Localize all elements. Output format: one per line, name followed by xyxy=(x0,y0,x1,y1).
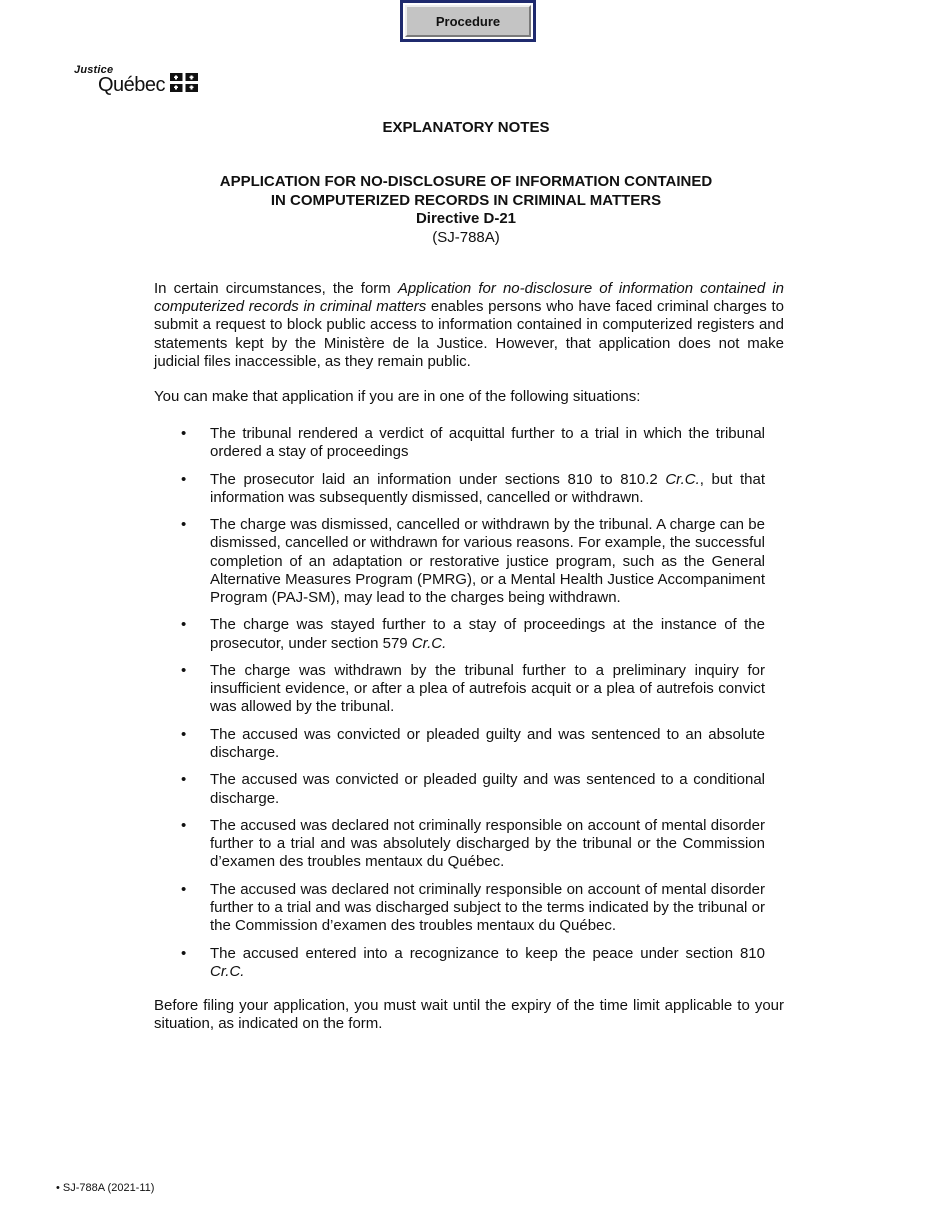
list-item xyxy=(154,662,765,717)
list-item-text: The charge was stayed further to a stay of proceedings at the instance of the prosecutor, under section 579 xyxy=(210,616,765,652)
list-item-citation: Cr.C. xyxy=(665,470,700,488)
bullet-icon: • xyxy=(181,516,187,534)
section-heading: EXPLANATORY NOTES xyxy=(382,119,550,136)
bullet-icon: • xyxy=(181,816,187,834)
list-item xyxy=(154,425,765,461)
intro-paragraph xyxy=(154,280,784,371)
list-item-text: The accused was convicted or pleaded guilty and was sentenced to a conditional discharge. xyxy=(210,771,765,807)
list-item-tail: , but that information was subsequently dismissed, cancelled or withdrawn. xyxy=(210,470,766,506)
title-line-1: APPLICATION FOR NO-DISCLOSURE OF INFORMATION CONTAINED xyxy=(219,173,713,190)
closing-paragraph xyxy=(154,997,784,1033)
directive-label: Directive D-21 xyxy=(415,210,517,227)
list-item xyxy=(154,945,765,981)
list-item-text: The charge was dismissed, cancelled or withdrawn by the tribunal. A charge can be dismissed, cancelled or withdrawn for various reasons. For example, the successful completion of an adaptation or restorative justice program, such as the General Alternative Measures Program (PMRG), or a Mental Health Justice Accompaniment Program (PAJ-SM), may lead to the charges being withdrawn. xyxy=(210,516,765,606)
list-item-text: The charge was withdrawn by the tribunal further to a preliminary inquiry for insufficient evidence, or after a plea of autrefois acquit or a plea of autrefois convict was allowed by the tribunal. xyxy=(210,661,765,716)
situations-list xyxy=(154,425,765,990)
bullet-icon: • xyxy=(181,771,187,789)
situations-lead xyxy=(154,388,784,406)
list-item-text: The accused was declared not criminally responsible on account of mental disorder further to a trial and was absolutely discharged by the tribunal or the Commission d’examen des troubles mentaux du Québec. xyxy=(210,816,765,871)
logo-justice-text: Justice xyxy=(74,64,114,76)
footer-form-id: • SJ-788A (2021-11) xyxy=(56,1182,155,1194)
document-title xyxy=(0,173,932,247)
bullet-icon: • xyxy=(181,725,187,743)
list-item xyxy=(154,516,765,607)
quebec-flag-icon xyxy=(170,73,198,92)
list-item xyxy=(154,881,765,936)
title-line-2: IN COMPUTERIZED RECORDS IN CRIMINAL MATTERS xyxy=(270,191,662,209)
bullet-icon: • xyxy=(181,425,187,442)
intro-form-name: Application for no-disclosure of information contained in computerized records in criminal matters xyxy=(154,280,784,316)
list-item-text: The tribunal rendered a verdict of acquittal further to a trial in which the tribunal ordered a stay of proceedings xyxy=(210,425,765,461)
list-item-text: The accused entered into a recognizance to keep the peace under section 810 xyxy=(210,944,765,962)
procedure-button-label: Procedure xyxy=(405,5,531,37)
list-item xyxy=(154,817,765,872)
bullet-icon: • xyxy=(181,944,187,962)
justice-quebec-logo xyxy=(74,64,204,98)
bullet-icon: • xyxy=(181,880,187,898)
list-item xyxy=(154,471,765,507)
form-code: (SJ-788A) xyxy=(432,228,500,246)
bullet-icon: • xyxy=(181,470,187,488)
procedure-button[interactable] xyxy=(400,0,536,42)
list-item xyxy=(154,771,765,807)
list-item-text: The accused was declared not criminally responsible on account of mental disorder further to a trial and was discharged subject to the terms indicated by the tribunal or the Commission d’examen des troubles mentaux du Québec. xyxy=(210,880,765,935)
bullet-icon: • xyxy=(181,661,187,679)
intro-before: In certain circumstances, the form xyxy=(154,280,398,297)
list-item xyxy=(154,726,765,762)
logo-quebec-text: Québec xyxy=(98,74,166,96)
list-item-citation: Cr.C. xyxy=(210,962,245,980)
list-item-text: The prosecutor laid an information under sections 810 to 810.2 xyxy=(210,470,666,488)
list-item xyxy=(154,616,765,652)
intro-after: enables persons who have faced criminal charges to submit a request to block public access to information contained in computerized registers and statements kept by the Ministère de la Justice. However, that application does not make judicial files inaccessible, as they remain public. xyxy=(154,298,784,370)
list-item-citation: Cr.C. xyxy=(411,634,447,652)
situations-lead-text: You can make that application if you are in one of the following situations: xyxy=(154,388,641,405)
bullet-icon: • xyxy=(181,616,187,634)
closing-text: Before filing your application, you must wait until the expiry of the time limit applicable to your situation, as indicated on the form. xyxy=(154,997,784,1033)
list-item-text: The accused was convicted or pleaded guilty and was sentenced to an absolute discharge. xyxy=(210,725,765,761)
